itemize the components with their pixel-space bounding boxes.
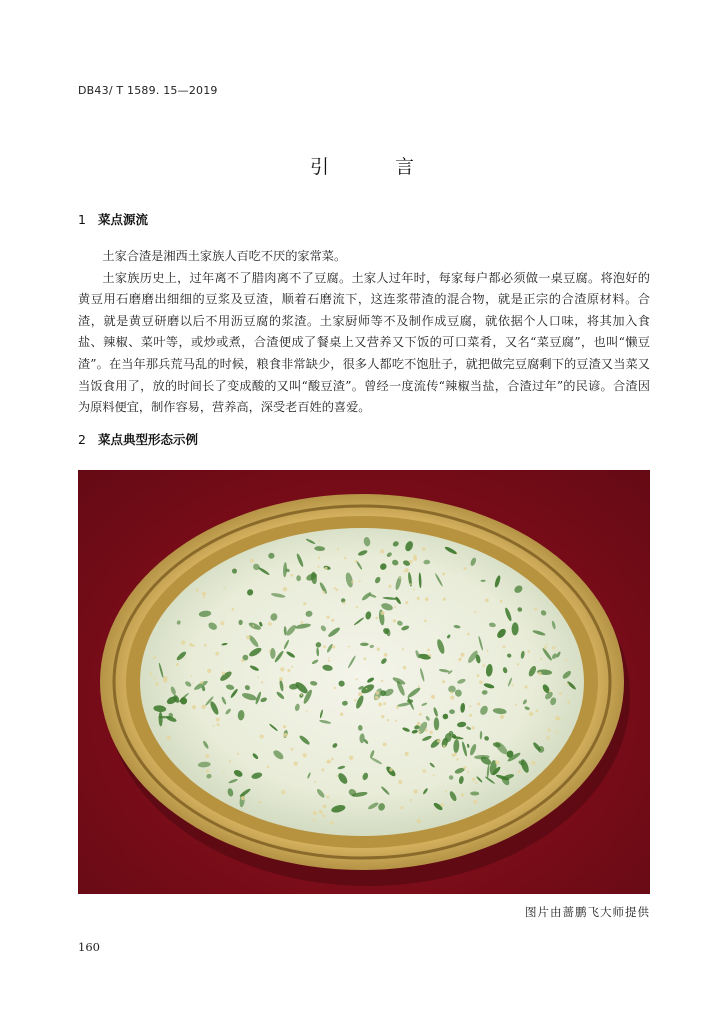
green-leaf-fleck <box>158 716 170 718</box>
soybean-speck <box>250 559 254 563</box>
soybean-speck <box>334 687 336 689</box>
soybean-speck <box>418 686 420 688</box>
soybean-speck <box>303 602 306 605</box>
soybean-speck <box>511 684 513 686</box>
soybean-speck <box>269 650 271 652</box>
soybean-speck <box>460 658 462 660</box>
soybean-speck <box>377 648 380 651</box>
soybean-speck <box>351 581 354 584</box>
soybean-speck <box>565 659 567 661</box>
soybean-speck <box>213 725 215 727</box>
soybean-speck <box>280 667 284 671</box>
section-heading-text: 菜点源流 <box>98 212 149 227</box>
soybean-speck <box>405 568 409 572</box>
soybean-speck <box>517 663 519 665</box>
soybean-speck <box>154 678 156 680</box>
soybean-speck <box>376 617 379 620</box>
soybean-speck <box>326 760 329 763</box>
soybean-speck <box>337 548 339 550</box>
soybean-speck <box>328 660 330 662</box>
soybean-speck <box>403 571 405 573</box>
soybean-speck <box>202 592 206 596</box>
soybean-speck <box>189 643 193 647</box>
soybean-speck <box>319 810 323 814</box>
soybean-speck <box>495 760 499 764</box>
soybean-speck <box>450 696 454 700</box>
soybean-speck <box>486 650 488 652</box>
soybean-speck <box>532 761 536 765</box>
soybean-speck <box>163 676 167 680</box>
soybean-speck <box>281 790 285 794</box>
soybean-speck <box>220 621 224 625</box>
soybean-speck <box>215 652 219 656</box>
figure-caption: 图片由蔷鹏飞大师提供 <box>525 905 650 919</box>
soybean-speck <box>473 800 477 804</box>
soybean-speck <box>441 803 445 807</box>
soybean-speck <box>334 587 336 589</box>
soybean-speck <box>202 705 206 709</box>
soybean-speck <box>469 714 472 717</box>
soybean-speck <box>206 769 210 773</box>
soybean-speck <box>405 752 409 756</box>
dish-photo <box>78 470 650 894</box>
soybean-speck <box>475 782 477 784</box>
soybean-speck <box>515 704 517 706</box>
soybean-speck <box>477 674 480 677</box>
soybean-speck <box>452 754 455 757</box>
soybean-speck <box>527 650 530 653</box>
soybean-speck <box>290 574 293 577</box>
soybean-speck <box>358 692 362 696</box>
soybean-speck <box>463 567 466 570</box>
soybean-speck <box>461 793 464 796</box>
soybean-speck <box>336 589 339 592</box>
soybean-speck <box>204 644 207 647</box>
soybean-speck <box>381 715 384 718</box>
soybean-speck <box>387 719 389 721</box>
soybean-speck <box>395 720 397 722</box>
soybean-speck <box>267 766 270 769</box>
soybean-speck <box>442 572 445 575</box>
soybean-speck <box>355 560 358 563</box>
soybean-speck <box>445 790 447 792</box>
soybean-speck <box>375 696 379 700</box>
soybean-speck <box>443 745 446 748</box>
soybean-speck <box>450 691 453 694</box>
soybean-speck <box>291 748 294 751</box>
soybean-speck <box>301 621 304 624</box>
soybean-speck <box>319 540 321 542</box>
soybean-speck <box>456 552 458 554</box>
soybean-speck <box>556 731 558 733</box>
soybean-speck <box>472 778 475 781</box>
soybean-speck <box>469 705 471 707</box>
soybean-speck <box>419 713 422 716</box>
soybean-speck <box>502 715 505 718</box>
soybean-speck <box>322 768 325 771</box>
soybean-speck <box>422 547 426 551</box>
soybean-speck <box>301 694 303 696</box>
green-leaf-fleck <box>360 643 369 646</box>
soybean-speck <box>330 821 334 825</box>
soybean-speck <box>383 743 387 747</box>
soybean-speck <box>181 640 185 644</box>
soybean-speck <box>241 659 244 662</box>
soybean-speck <box>268 622 272 626</box>
soybean-speck <box>393 619 396 622</box>
soybean-speck <box>223 587 225 589</box>
soybean-speck <box>467 633 470 636</box>
soybean-speck <box>403 666 406 669</box>
soybean-speck <box>323 805 327 809</box>
hezha-bowl-illustration <box>78 470 650 894</box>
soybean-speck <box>461 653 465 657</box>
page-title: 引 言 <box>309 156 445 178</box>
soybean-speck <box>558 718 560 720</box>
paragraph: 土家合渣是湘西土家族人百吃不厌的家常菜。 <box>102 249 347 263</box>
soybean-speck <box>430 731 433 734</box>
soybean-speck <box>413 555 417 559</box>
soybean-speck <box>317 566 319 568</box>
soybean-speck <box>155 682 158 685</box>
soybean-speck <box>356 678 358 680</box>
soybean-speck <box>409 560 413 564</box>
soybean-speck <box>544 646 547 649</box>
soybean-speck <box>536 710 539 713</box>
soybean-speck <box>500 600 503 603</box>
soybean-speck <box>252 625 254 627</box>
soybean-speck <box>559 692 562 695</box>
soybean-speck <box>399 577 401 579</box>
soybean-speck <box>306 711 308 713</box>
soybean-speck <box>425 597 427 599</box>
soybean-speck <box>326 796 329 799</box>
soybean-speck <box>241 796 245 800</box>
soybean-speck <box>340 713 344 717</box>
soybean-speck <box>485 599 489 603</box>
soybean-speck <box>540 658 542 660</box>
section-heading-example <box>78 430 198 448</box>
soybean-speck <box>428 654 431 657</box>
soybean-speck <box>443 598 446 601</box>
soybean-speck <box>260 735 264 739</box>
soybean-speck <box>398 780 402 784</box>
soybean-speck <box>303 753 307 757</box>
soybean-speck <box>378 702 382 706</box>
soybean-speck <box>332 645 335 648</box>
soybean-speck <box>405 601 408 604</box>
soybean-speck <box>318 557 320 559</box>
section-heading-origin <box>78 210 148 228</box>
soybean-speck <box>323 591 326 594</box>
soybean-speck <box>261 681 263 683</box>
soybean-speck <box>366 688 368 690</box>
soybean-speck <box>192 682 194 684</box>
soybean-speck <box>547 736 550 739</box>
soybean-speck <box>283 725 286 728</box>
soybean-speck <box>328 657 330 659</box>
soybean-speck <box>207 669 211 673</box>
soybean-speck <box>410 799 412 801</box>
soybean-speck <box>417 597 420 600</box>
soybean-speck <box>232 608 235 611</box>
soybean-speck <box>534 608 537 611</box>
soybean-speck <box>477 703 480 706</box>
section-number: 2 <box>78 432 86 447</box>
soybean-speck <box>279 677 283 681</box>
soybean-speck <box>313 811 317 815</box>
section-heading-text: 菜点典型形态示例 <box>98 432 199 447</box>
soybean-speck <box>192 705 196 709</box>
soybean-speck <box>437 739 441 743</box>
soybean-speck <box>196 589 199 592</box>
soybean-speck <box>149 672 152 675</box>
soybean-speck <box>283 733 287 737</box>
soybean-speck <box>433 774 435 776</box>
soybean-speck <box>287 669 290 672</box>
paragraph: 土家族历史上，过年离不了腊肉离不了豆腐。土家人过年时，每家每户都必须做一桌豆腐。将泡好的黄豆用石磨磨出细细的豆浆及豆渣，顺着石磨流下，这连浆带渣的混合物，就是正宗的合渣原材料。合渣，就是黄豆研磨以后不用沥豆腐的浆渣。土家厨师等不及制作成豆腐，就依据个人口味，将其加入食盐、辣椒、菜叶等，或炒或煮，合渣便成了餐桌上又营养又下饭的可口菜肴，又名“菜豆腐”，也叫“懒豆渣”。在当年那兵荒马乱的时候，粮食非常缺少，很多人都吃不饱肚子，就把做完豆腐剩下的豆渣又当菜又当饭食用了，放的时间长了变成酸的又叫“酸豆渣”。曾经一度流传“辣椒当盐，合渣过年”的民谚。合渣因为原料便宜，制作容易，营养高，深受老百姓的喜爱。 <box>78 270 650 415</box>
soybean-speck <box>413 789 417 793</box>
soybean-speck <box>349 756 353 760</box>
soybean-speck <box>431 695 435 699</box>
soybean-speck <box>380 611 384 615</box>
soybean-speck <box>463 766 466 769</box>
soybean-speck <box>343 602 346 605</box>
soybean-speck <box>176 663 179 666</box>
soybean-speck <box>167 736 171 740</box>
soybean-speck <box>402 648 404 650</box>
soybean-speck <box>396 706 399 709</box>
soybean-speck <box>383 702 386 705</box>
soybean-speck <box>479 681 483 685</box>
soybean-speck <box>456 758 458 760</box>
soybean-speck <box>344 557 346 559</box>
soybean-speck <box>424 619 427 622</box>
soybean-speck <box>314 781 316 783</box>
soybean-speck <box>229 760 231 762</box>
soybean-speck <box>153 656 156 659</box>
soybean-speck <box>380 549 384 553</box>
soybean-speck <box>324 567 327 570</box>
soybean-speck <box>474 611 476 613</box>
soybean-speck <box>467 771 469 773</box>
section-number: 1 <box>78 212 86 227</box>
soybean-speck <box>258 801 261 804</box>
soybean-speck <box>503 646 506 649</box>
soybean-speck <box>394 606 396 608</box>
soybean-speck <box>400 806 403 809</box>
soybean-speck <box>529 712 533 716</box>
soybean-speck <box>205 754 209 758</box>
soybean-speck <box>322 814 325 817</box>
soybean-speck <box>518 770 521 773</box>
soybean-speck <box>336 775 338 777</box>
soybean-speck <box>422 769 426 773</box>
soybean-speck <box>413 589 415 591</box>
soybean-speck <box>566 683 568 685</box>
soybean-speck <box>222 672 225 675</box>
soybean-speck <box>427 649 430 652</box>
soybean-speck <box>217 723 220 726</box>
soybean-speck <box>552 646 555 649</box>
soybean-speck <box>538 672 542 676</box>
soybean-speck <box>418 731 420 733</box>
soybean-speck <box>472 726 475 729</box>
soybean-speck <box>425 729 428 732</box>
soybean-speck <box>200 681 203 684</box>
soybean-speck <box>191 675 193 677</box>
soybean-speck <box>216 718 220 722</box>
soybean-speck <box>567 701 570 704</box>
soybean-speck <box>524 685 527 688</box>
soybean-speck <box>323 645 326 648</box>
soybean-speck <box>294 762 298 766</box>
soybean-speck <box>442 680 445 683</box>
soybean-speck <box>384 653 388 657</box>
soybean-speck <box>549 690 551 692</box>
soybean-speck <box>237 753 239 755</box>
soybean-speck <box>283 587 287 591</box>
soybean-speck <box>376 691 380 695</box>
soybean-speck <box>313 819 315 821</box>
soybean-speck <box>417 722 421 726</box>
soybean-speck <box>417 819 421 823</box>
soybean-speck <box>246 635 250 639</box>
page-number: 160 <box>78 940 100 954</box>
soybean-speck <box>388 585 391 588</box>
soybean-speck <box>203 596 205 598</box>
soybean-speck <box>331 619 334 622</box>
origin-body-text <box>78 246 650 419</box>
standard-code: DB43/ T 1589. 15—2019 <box>78 84 218 97</box>
soybean-speck <box>381 680 383 682</box>
soybean-speck <box>547 729 550 732</box>
soybean-speck <box>410 583 412 585</box>
soybean-speck <box>364 657 367 660</box>
soybean-speck <box>483 664 486 667</box>
soybean-speck <box>257 677 259 679</box>
soybean-speck <box>291 666 293 668</box>
soybean-speck <box>348 646 350 648</box>
soybean-speck <box>327 616 330 619</box>
soybean-speck <box>356 606 358 608</box>
soybean-speck <box>389 768 392 771</box>
soybean-speck <box>359 580 361 582</box>
soybean-speck <box>223 772 225 774</box>
soybean-speck <box>354 699 356 701</box>
soybean-speck <box>331 758 334 761</box>
soybean-speck <box>546 644 548 646</box>
